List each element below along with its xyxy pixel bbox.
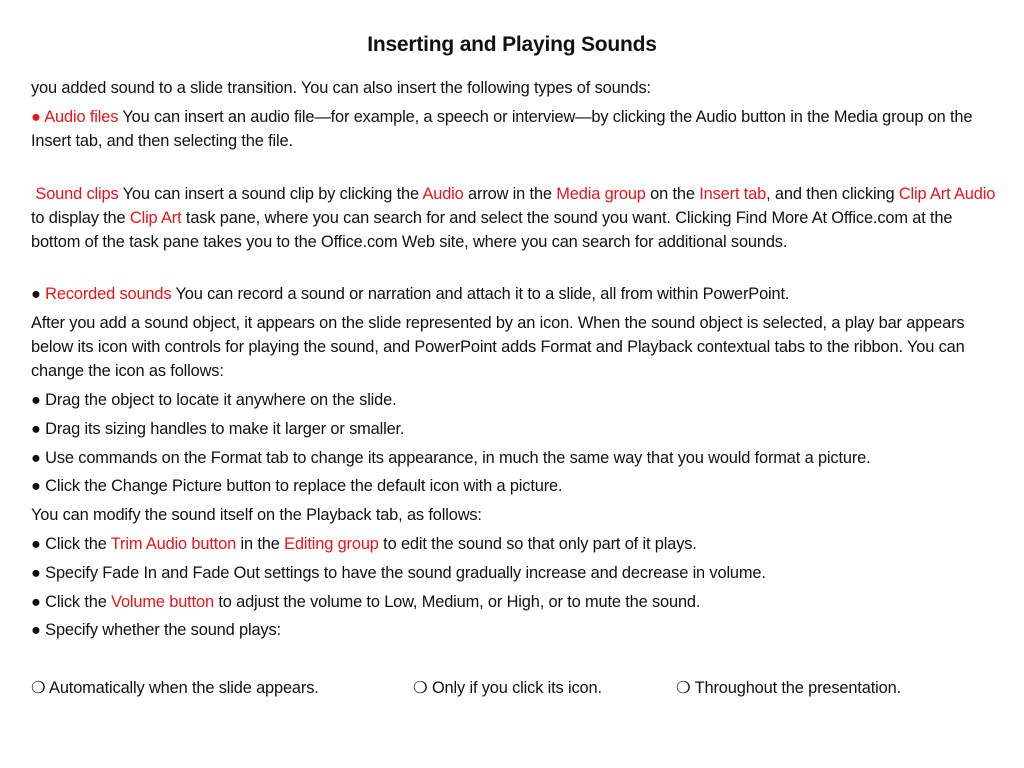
trim-text: to edit the sound so that only part of it plays. xyxy=(378,534,697,553)
icon-item xyxy=(31,388,1003,412)
play-options xyxy=(31,676,1003,700)
option-bullet-icon: ❍ xyxy=(676,679,691,698)
option-text: Automatically when the slide appears. xyxy=(49,679,319,698)
recorded-sounds-text: You can record a sound or narration and attach it to a slide, all from within PowerPoint. xyxy=(171,285,790,304)
option-throughout xyxy=(676,676,901,700)
option-automatically xyxy=(31,676,413,700)
bullet-dot: ● xyxy=(31,563,41,582)
option-bullet-icon: ❍ xyxy=(413,679,428,698)
bullet-dot: ● xyxy=(31,107,41,126)
media-group-term: Media group xyxy=(556,184,646,203)
option-bullet-icon: ❍ xyxy=(31,679,46,698)
spacer xyxy=(31,258,1003,282)
bullet-dot: ● xyxy=(31,477,41,496)
spacer xyxy=(31,158,1003,182)
specify-item xyxy=(31,618,1003,642)
volume-text: to adjust the volume to Low, Medium, or High, or to mute the sound. xyxy=(213,592,701,611)
fade-text: Specify Fade In and Fade Out settings to have the sound gradually increase and decrease in volume. xyxy=(45,563,766,582)
slide-title: Inserting and Playing Sounds xyxy=(367,33,657,56)
sound-clips-text: to display the xyxy=(31,208,130,227)
option-text: Only if you click its icon. xyxy=(431,679,602,698)
slide-body xyxy=(31,76,1003,700)
trim-text: Click the xyxy=(45,534,111,553)
icon-item xyxy=(31,417,1003,441)
icon-item-text: Drag the object to locate it anywhere on the slide. xyxy=(45,390,397,409)
bullet-dot: ● xyxy=(31,390,41,409)
sound-clips-text: task pane, where you can search for and select the sound you want. Clicking Find More At Office.com at the bottom of the task pane takes you to the Office.com Web site, where you can search for additional sounds. xyxy=(31,208,953,251)
intro-paragraph: you added sound to a slide transition. You can also insert the following types of sounds: xyxy=(31,79,651,97)
sound-clips-text: , and then clicking xyxy=(766,184,899,203)
sound-clips-term: Sound clips xyxy=(35,184,119,203)
audio-files-paragraph xyxy=(31,105,1003,153)
option-text: Throughout the presentation. xyxy=(694,679,901,698)
modify-intro-paragraph: You can modify the sound itself on the Playback tab, as follows: xyxy=(31,506,482,525)
icon-item-text: Use commands on the Format tab to change its appearance, in much the same way that you would format a picture. xyxy=(45,448,871,467)
clip-art-term: Clip Art xyxy=(129,208,182,227)
spacer xyxy=(31,647,1003,676)
icon-item xyxy=(31,474,1003,498)
icon-item-text: Drag its sizing handles to make it larger or smaller. xyxy=(45,419,405,438)
bullet-dot: ● xyxy=(31,285,41,304)
after-add-paragraph: After you add a sound object, it appears on the slide represented by an icon. When the sound object is selected, a play bar appears below its icon with controls for playing the sound, and PowerPoint adds Format and Playback contextual tabs to the ribbon. You can change the icon as follows: xyxy=(31,314,965,381)
sound-clips-paragraph xyxy=(31,182,1003,254)
audio-files-term: Audio files xyxy=(44,107,119,126)
editing-group-term: Editing group xyxy=(284,534,379,553)
recorded-sounds-term: Recorded sounds xyxy=(45,285,172,304)
trim-text: in the xyxy=(236,534,285,553)
volume-item xyxy=(31,590,1003,614)
option-on-click xyxy=(413,676,676,700)
bullet-dot: ● xyxy=(31,621,41,640)
bullet-dot: ● xyxy=(31,592,41,611)
recorded-sounds-paragraph xyxy=(31,282,1003,306)
icon-item-text: Click the Change Picture button to replace the default icon with a picture. xyxy=(45,477,563,496)
sound-clips-text: arrow in the xyxy=(463,184,557,203)
fade-item xyxy=(31,561,1003,585)
trim-audio-button-term: Trim Audio button xyxy=(110,534,237,553)
volume-button-term: Volume button xyxy=(111,592,214,611)
trim-item xyxy=(31,532,1003,556)
sound-clips-text: You can insert a sound clip by clicking the xyxy=(118,184,423,203)
audio-files-text: You can insert an audio file—for example, a speech or interview—by clicking the Audio button in the Media group on the Insert tab, and then selecting the file. xyxy=(31,107,973,150)
bullet-dot: ● xyxy=(31,534,41,553)
sound-clips-text: on the xyxy=(645,184,700,203)
bullet-dot: ● xyxy=(31,448,41,467)
audio-term: Audio xyxy=(422,184,464,203)
bullet-dot: ● xyxy=(31,419,41,438)
volume-text: Click the xyxy=(45,592,112,611)
insert-tab-term: Insert tab xyxy=(699,184,767,203)
icon-item xyxy=(31,446,1003,470)
clip-art-audio-term: Clip Art Audio xyxy=(898,184,996,203)
specify-text: Specify whether the sound plays: xyxy=(45,621,281,640)
